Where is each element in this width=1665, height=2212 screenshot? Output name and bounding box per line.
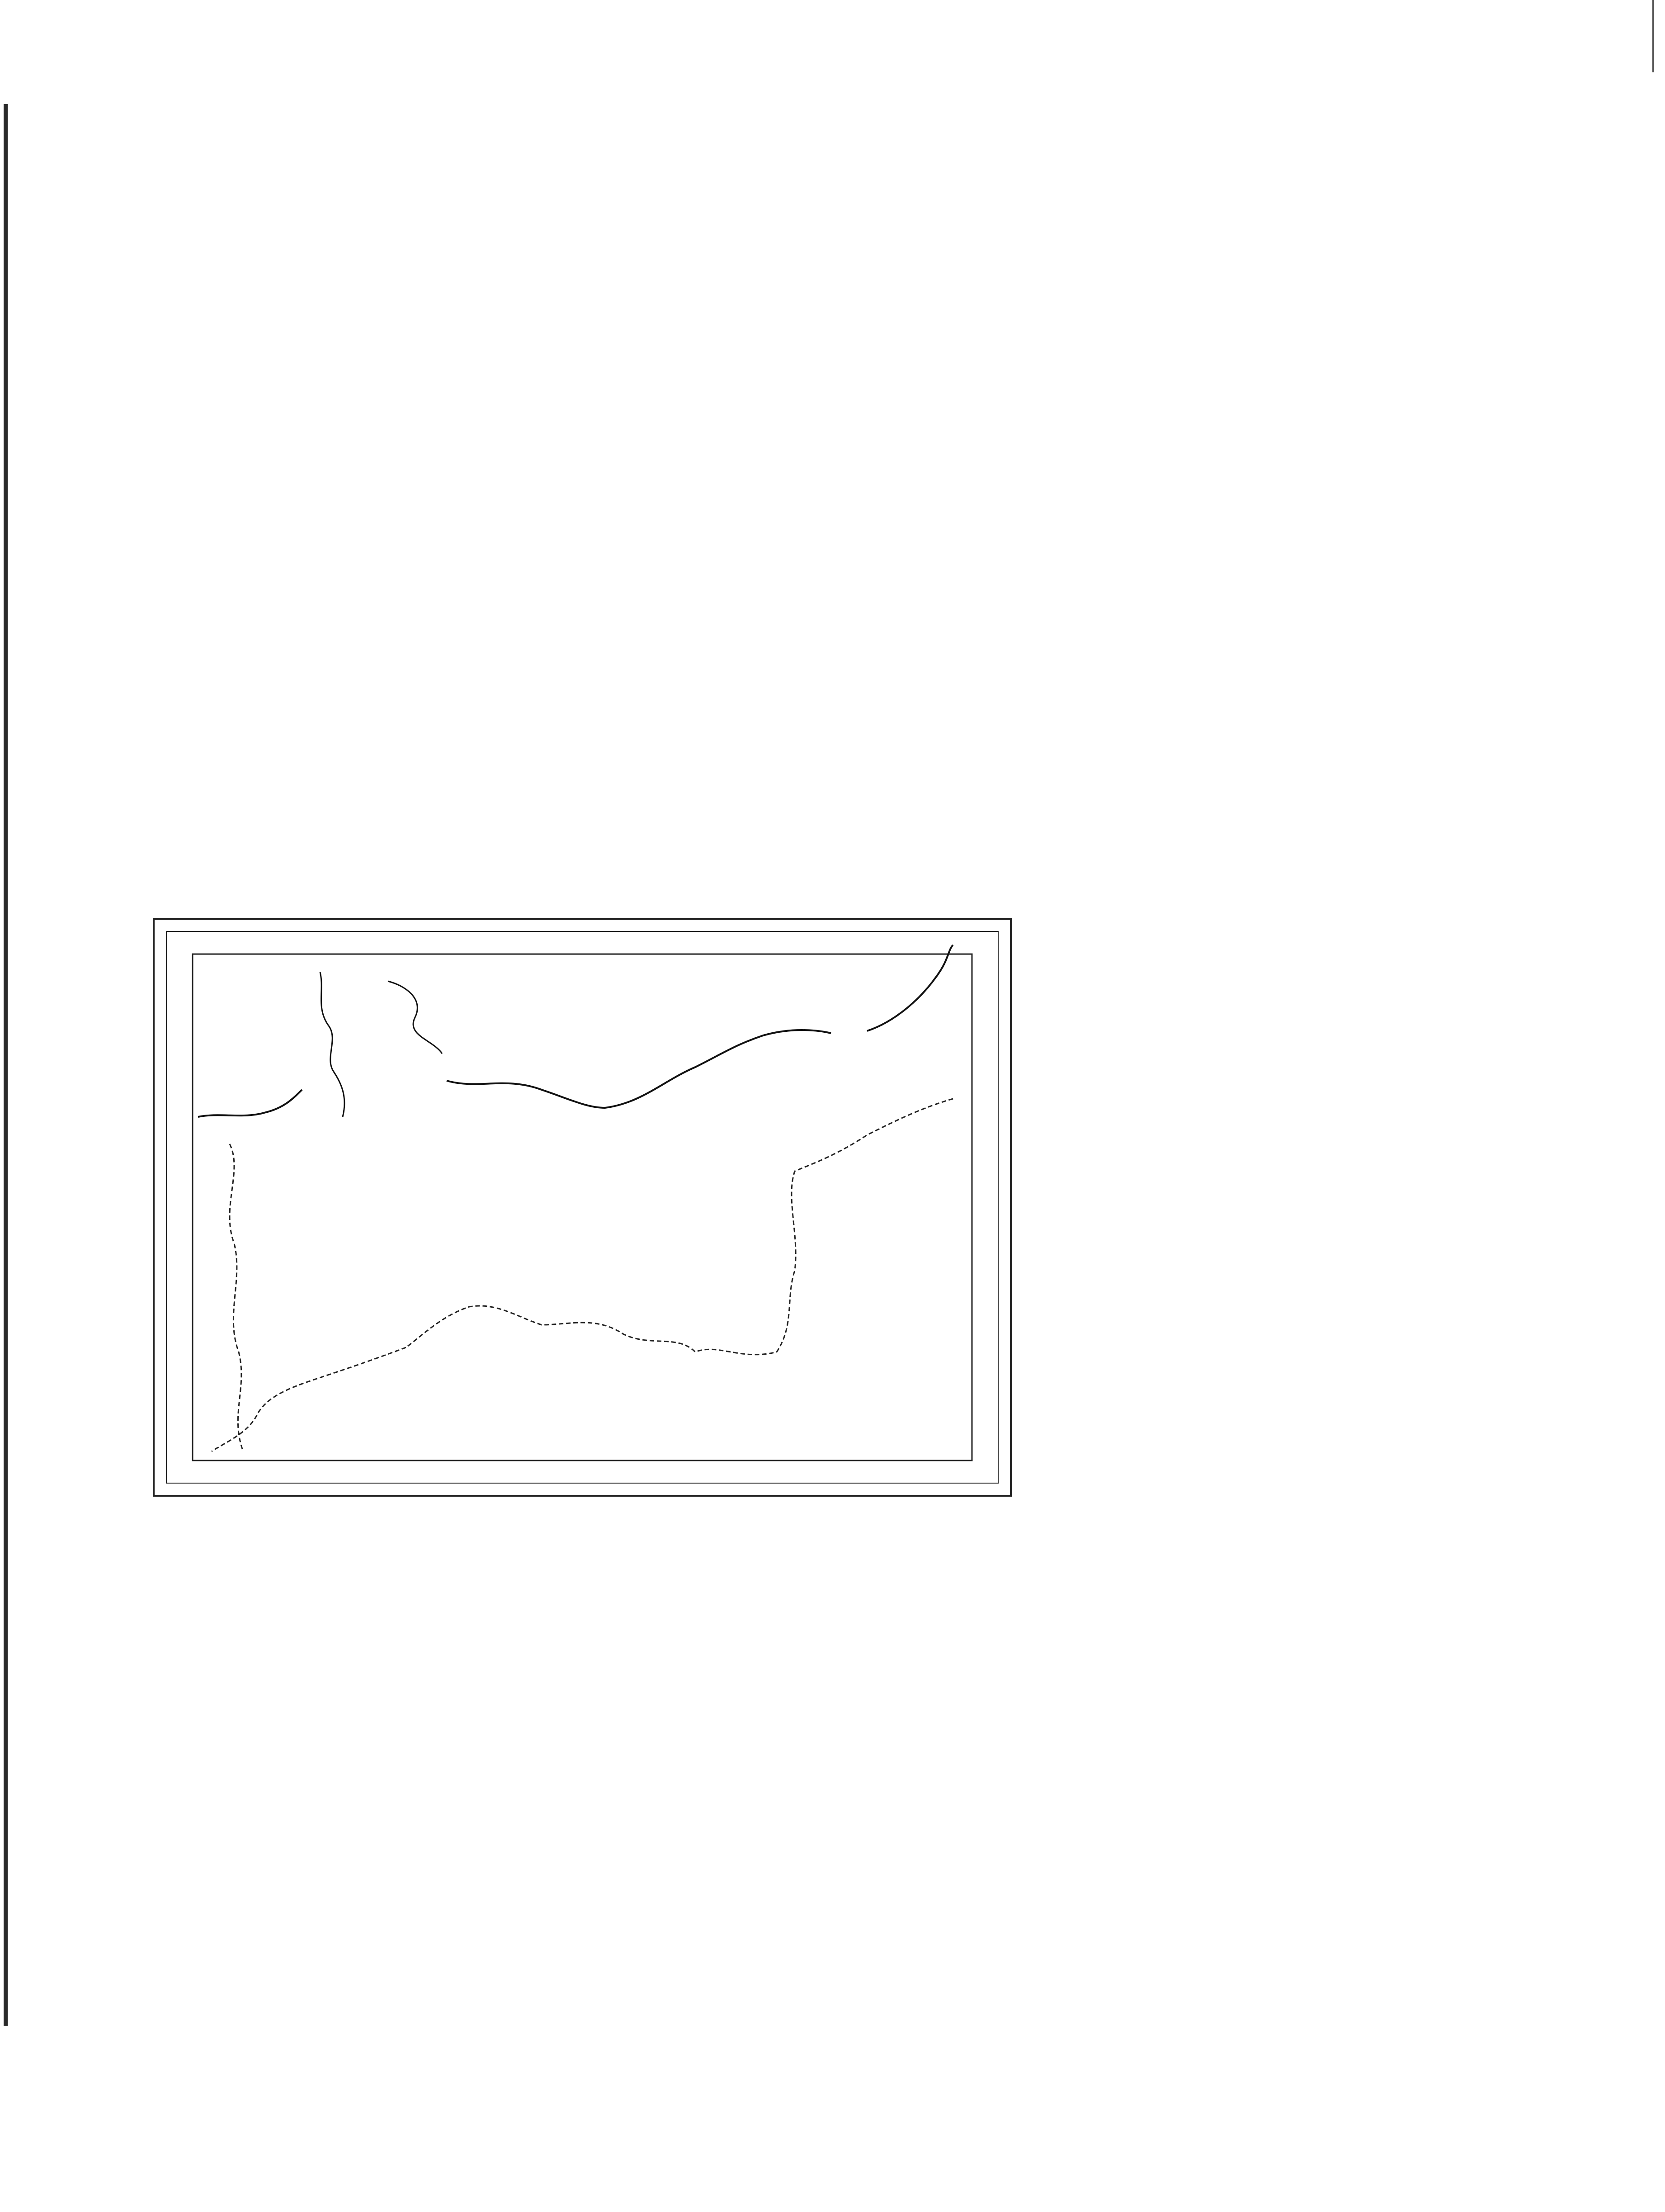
coastline-east	[867, 945, 953, 1031]
coastline-islands	[388, 981, 442, 1054]
coastline-baltic	[447, 1030, 831, 1108]
coastline-west	[198, 1090, 302, 1117]
scan-edge	[4, 104, 8, 2026]
map-borders	[198, 945, 953, 1451]
map-figure	[153, 918, 1012, 1497]
map-field	[193, 954, 972, 1460]
map-inner-frame	[166, 931, 998, 1483]
scan-edge-top-right	[1652, 0, 1654, 72]
border-west	[230, 1144, 243, 1451]
border-southeast	[406, 1099, 953, 1355]
border-south	[212, 1347, 406, 1451]
coastline-jutland	[320, 972, 344, 1117]
map-outer-frame	[154, 919, 1011, 1496]
